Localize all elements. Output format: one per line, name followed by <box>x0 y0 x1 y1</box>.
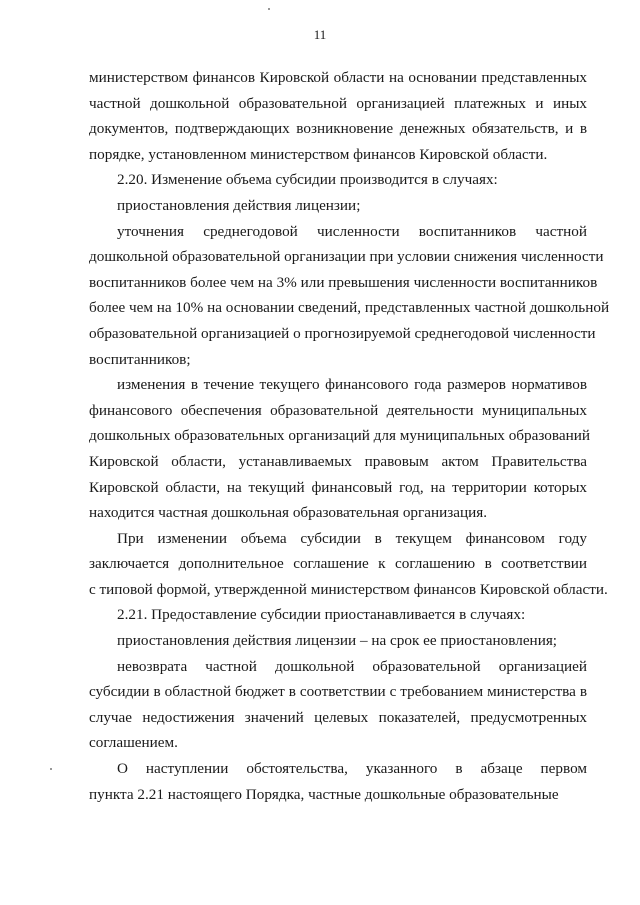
scan-speck <box>268 8 270 10</box>
text-line: воспитанников более чем на 3% или превышения численности воспитанников <box>89 273 598 291</box>
text-line: находится частная дошкольная образовательная организация. <box>89 504 488 522</box>
text-line: При изменении объема субсидии в текущем финансовом году <box>117 529 587 547</box>
text-line: субсидии в областной бюджет в соответствии с требованием министерства в <box>89 683 587 701</box>
text-line: министерством финансов Кировской области на основании представленных <box>89 69 587 86</box>
paragraph-p9 <box>89 654 587 756</box>
text-line: Кировской области, на текущий финансовый год, на территории которых <box>89 478 587 496</box>
text-line: приостановления действия лицензии – на срок ее приостановления; <box>117 632 558 650</box>
text-line: соглашением. <box>89 734 178 752</box>
text-line: 2.21. Предоставление субсидии приостанавливается в случаях: <box>117 606 526 624</box>
text-line: случае недостижения значений целевых показателей, предусмотренных <box>89 708 587 726</box>
document-body <box>89 65 610 807</box>
text-line: с типовой формой, утвержденной министерством финансов Кировской области. <box>89 580 608 598</box>
text-line: О наступлении обстоятельства, указанного в абзаце первом <box>117 760 587 778</box>
paragraph-p3 <box>89 193 587 219</box>
text-line: изменения в течение текущего финансового года размеров нормативов <box>117 376 587 394</box>
text-line: более чем на 10% на основании сведений, представленных частной дошкольной <box>89 299 610 317</box>
text-line: невозврата частной дошкольной образовательной организацией <box>117 657 587 675</box>
text-line: порядке, установленном министерством финансов Кировской области. <box>89 145 548 163</box>
paragraph-p1 <box>89 65 587 167</box>
paragraph-p4 <box>89 219 610 373</box>
paragraph-p2 <box>89 167 587 193</box>
paragraph-p8 <box>89 628 587 654</box>
paragraph-p10 <box>89 756 587 807</box>
text-line: документов, подтверждающих возникновение денежных обязательств, и в <box>89 120 587 138</box>
paragraph-p7 <box>89 602 587 628</box>
text-line: дошкольной образовательной организации при условии снижения численности <box>89 248 604 266</box>
text-line: финансового обеспечения образовательной деятельности муниципальных <box>89 401 587 419</box>
text-line: 2.20. Изменение объема субсидии производится в случаях: <box>117 171 498 189</box>
text-line: образовательной организацией о прогнозируемой среднегодовой численности <box>89 324 596 342</box>
text-line: Кировской области, устанавливаемых правовым актом Правительства <box>89 452 587 470</box>
text-line: воспитанников; <box>89 350 191 368</box>
text-line: частной дошкольной образовательной организацией платежных и иных <box>89 94 587 112</box>
paragraph-p5 <box>89 372 590 526</box>
text-line: приостановления действия лицензии; <box>117 196 361 214</box>
scan-speck <box>50 768 52 770</box>
text-line: пункта 2.21 настоящего Порядка, частные дошкольные образовательные <box>89 785 559 803</box>
paragraph-p6 <box>89 526 608 603</box>
text-line: дошкольных образовательных организаций для муниципальных образований <box>89 427 590 445</box>
text-line: заключается дополнительное соглашение к соглашению в соответствии <box>89 555 587 573</box>
page-number: 11 <box>313 27 327 42</box>
text-line: уточнения среднегодовой численности воспитанников частной <box>117 222 587 240</box>
